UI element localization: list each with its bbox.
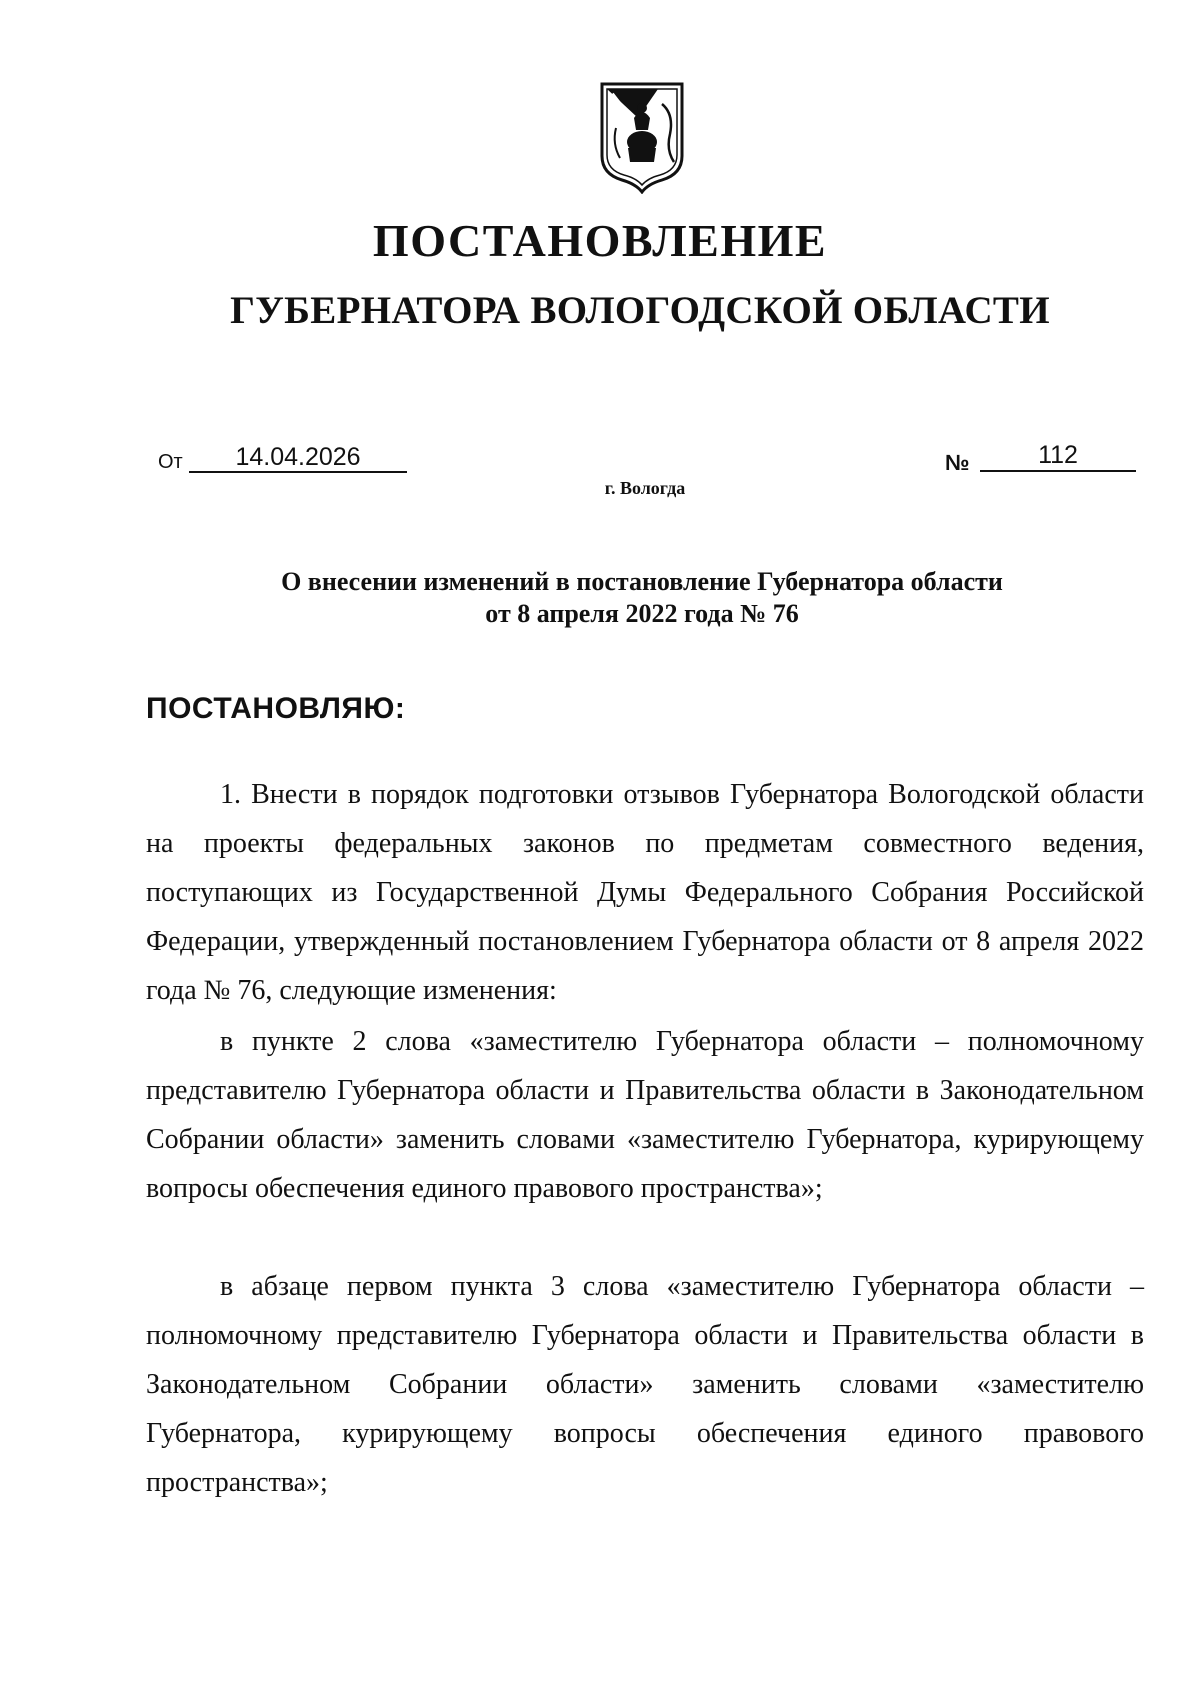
- date-label: От: [158, 451, 183, 473]
- coat-of-arms-icon: [598, 78, 686, 194]
- issuer-title: ГУБЕРНАТОРА ВОЛОГОДСКОЙ ОБЛАСТИ: [230, 289, 1050, 332]
- paragraph-2: в пункте 2 слова «заместителю Губернатора области – полномочному представителю Губернатора области и Правительства области в Законодательном Собрании области» заменить словами «заместителю Губернатора, курирующему вопросы обеспечения единого правового пространства»;: [146, 1026, 1144, 1204]
- city-label: г. Вологда: [604, 478, 686, 498]
- subject-line-2: от 8 апреля 2022 года № 76: [485, 599, 799, 628]
- document-date: 14.04.2026: [189, 443, 407, 473]
- decree-heading: ПОСТАНОВЛЯЮ:: [146, 692, 406, 725]
- document-type-title: ПОСТАНОВЛЕНИЕ: [372, 215, 828, 266]
- paragraph-1: 1. Внести в порядок подготовки отзывов Губернатора Вологодской области на проекты федеральных законов по предметам совместного ведения, поступающих из Государственной Думы Федерального Собрания Российской Федерации, утвержденный постановлением Губернатора области от 8 апреля 2022 года № 76, следующие изменения:: [146, 779, 1144, 1006]
- number-label: №: [945, 450, 970, 475]
- subject-line-1: О внесении изменений в постановление Губернатора области: [281, 567, 1003, 596]
- document-number: 112: [980, 440, 1136, 472]
- paragraph-3: в абзаце первом пункта 3 слова «заместителю Губернатора области – полномочному представителю Губернатора области и Правительства области в Законодательном Собрании области» заменить словами «заместителю Губернатора, курирующему вопросы обеспечения единого правового пространства»;: [146, 1271, 1144, 1498]
